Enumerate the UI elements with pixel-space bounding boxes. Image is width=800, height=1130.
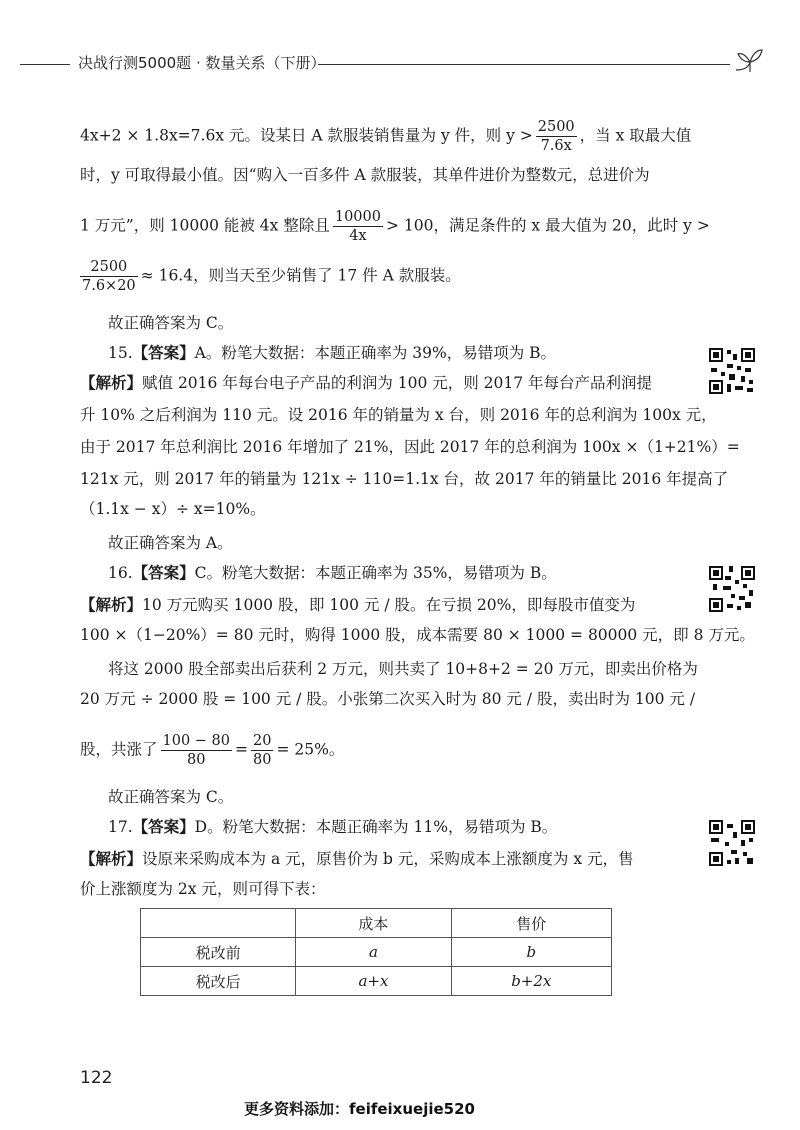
- analysis-line: [80, 594, 680, 616]
- text-segment: 4x+2 × 1.8x=7.6x 元。设某日 A 款服装销售量为 y 件，则 y >: [80, 126, 533, 145]
- analysis-label: 【解析】: [80, 849, 143, 868]
- text-segment: 赋值 2016 年每台电子产品的利润为 100 元，则 2017 年每台产品利润提: [142, 374, 653, 392]
- table-row: [141, 967, 612, 996]
- text-line: [80, 118, 692, 155]
- fraction: [80, 258, 138, 295]
- text-segment: 设原来采购成本为 a 元，原售价为 b 元，采购成本上涨额度为 x 元，售: [142, 850, 634, 868]
- answer-label: 【答案】: [132, 817, 195, 836]
- answer-label: 【答案】: [132, 563, 195, 582]
- fraction: [333, 208, 383, 245]
- answer-line: 故正确答案为 C。: [108, 314, 234, 332]
- answer-text: D。粉笔大数据：本题正确率为 11%，易错项为 B。: [194, 818, 558, 836]
- running-header: [0, 44, 800, 84]
- text-line: 由于 2017 年总利润比 2016 年增加了 21%，因此 2017 年的总利润为 100x ×（1+21%）=: [80, 438, 740, 456]
- text-line: [80, 258, 680, 295]
- fraction-numerator: 10000: [334, 209, 381, 225]
- text-line: 时，y 可取得最小值。因“购入一百多件 A 款服装，其单件进价为整数元，总进价为: [80, 166, 650, 184]
- q15-answer-line: [108, 342, 708, 364]
- table-cell: 税改前: [141, 938, 296, 967]
- fraction-numerator: 100 − 80: [162, 733, 231, 749]
- text-line: [80, 732, 680, 769]
- text-segment: 1 万元”，则 10000 能被 4x 整除且: [80, 216, 330, 235]
- table-row: [141, 938, 612, 967]
- fraction-denominator: 80: [187, 752, 206, 768]
- fraction-numerator: 2500: [80, 258, 138, 277]
- header-rule-right: [318, 64, 730, 65]
- answer-label: 【答案】: [132, 343, 195, 362]
- header-title: 决战行测5000题 · 数量关系（下册）: [78, 54, 326, 72]
- text-segment: ，当 x 取最大值: [579, 126, 692, 145]
- footer-note: 更多资料添加：feifeixuejie520: [244, 1100, 475, 1118]
- fraction-denominator: 7.6x: [540, 138, 572, 154]
- text-line: 将这 2000 股全部卖出后获利 2 万元，则共卖了 10+8+2 = 20 万元，即卖出价格为: [108, 660, 698, 678]
- text-line: 升 10% 之后利润为 110 元。设 2016 年的销量为 x 台，则 2016 年的总利润为 100x 元，: [80, 406, 717, 424]
- text-line: （1.1x − x）÷ x=10%。: [80, 500, 266, 518]
- text-segment: = 25%。: [276, 740, 345, 759]
- table-header-cell: 成本: [296, 909, 451, 938]
- fraction-denominator: 7.6×20: [82, 278, 136, 294]
- answer-text: A。粉笔大数据：本题正确率为 39%，易错项为 B。: [194, 344, 557, 362]
- analysis-label: 【解析】: [80, 373, 143, 392]
- answer-line: 故正确答案为 A。: [108, 534, 233, 552]
- page-number: 122: [80, 1068, 113, 1088]
- q16-answer-line: [108, 562, 708, 584]
- q17-answer-line: [108, 816, 708, 838]
- qr-code-icon: [707, 346, 757, 396]
- fraction: [251, 732, 273, 769]
- text-line: 价上涨额度为 2x 元，则可得下表：: [80, 880, 326, 898]
- text-segment: ≈ 16.4，则当天至少销售了 17 件 A 款服装。: [140, 266, 461, 285]
- text-line: 20 万元 ÷ 2000 股 = 100 元 / 股。小张第二次买入时为 80 元 / 股，卖出时为 100 元 /: [80, 690, 696, 708]
- text-line: [80, 208, 710, 245]
- question-number: 16.: [108, 564, 133, 582]
- table-header-cell: 售价: [451, 909, 611, 938]
- text-line: 121x 元，则 2017 年的销量为 121x ÷ 110=1.1x 台，故 2017 年的销量比 2016 年提高了: [80, 470, 729, 488]
- text-segment: 股，共涨了: [80, 740, 158, 759]
- table-cell: b+2x: [451, 967, 611, 996]
- table-cell: a: [296, 938, 451, 967]
- header-rule-left: [20, 64, 70, 65]
- table-cell: 税改后: [141, 967, 296, 996]
- answer-text: C。粉笔大数据：本题正确率为 35%，易错项为 B。: [194, 564, 557, 582]
- table-cell: a+x: [296, 967, 451, 996]
- fraction-numerator: 20: [253, 733, 272, 749]
- table-header-row: [141, 909, 612, 938]
- fraction-numerator: 2500: [537, 119, 575, 135]
- text-segment: > 100，满足条件的 x 最大值为 20，此时 y >: [385, 216, 710, 235]
- text-line: 100 ×（1−20%）= 80 元时，购得 1000 股，成本需要 80 × 1000 = 80000 元，即 8 万元。: [80, 626, 755, 644]
- text-segment: =: [235, 740, 249, 759]
- text-segment: 10 万元购买 1000 股，即 100 元 / 股。在亏损 20%，即每股市值变为: [142, 596, 636, 614]
- analysis-label: 【解析】: [80, 595, 143, 614]
- answer-line: 故正确答案为 C。: [108, 788, 234, 806]
- question-number: 17.: [108, 818, 133, 836]
- fraction: [161, 732, 233, 769]
- qr-code-icon: [707, 818, 757, 868]
- table-header-cell: [141, 909, 296, 938]
- qr-code-icon: [707, 564, 757, 614]
- fraction: [536, 118, 577, 155]
- cost-price-table: [140, 908, 612, 996]
- fraction-denominator: 80: [253, 752, 272, 768]
- analysis-line: [80, 848, 680, 870]
- table-cell: b: [451, 938, 611, 967]
- analysis-line: [80, 372, 680, 394]
- sprout-icon: [730, 40, 770, 80]
- fraction-denominator: 4x: [349, 228, 367, 244]
- question-number: 15.: [108, 344, 133, 362]
